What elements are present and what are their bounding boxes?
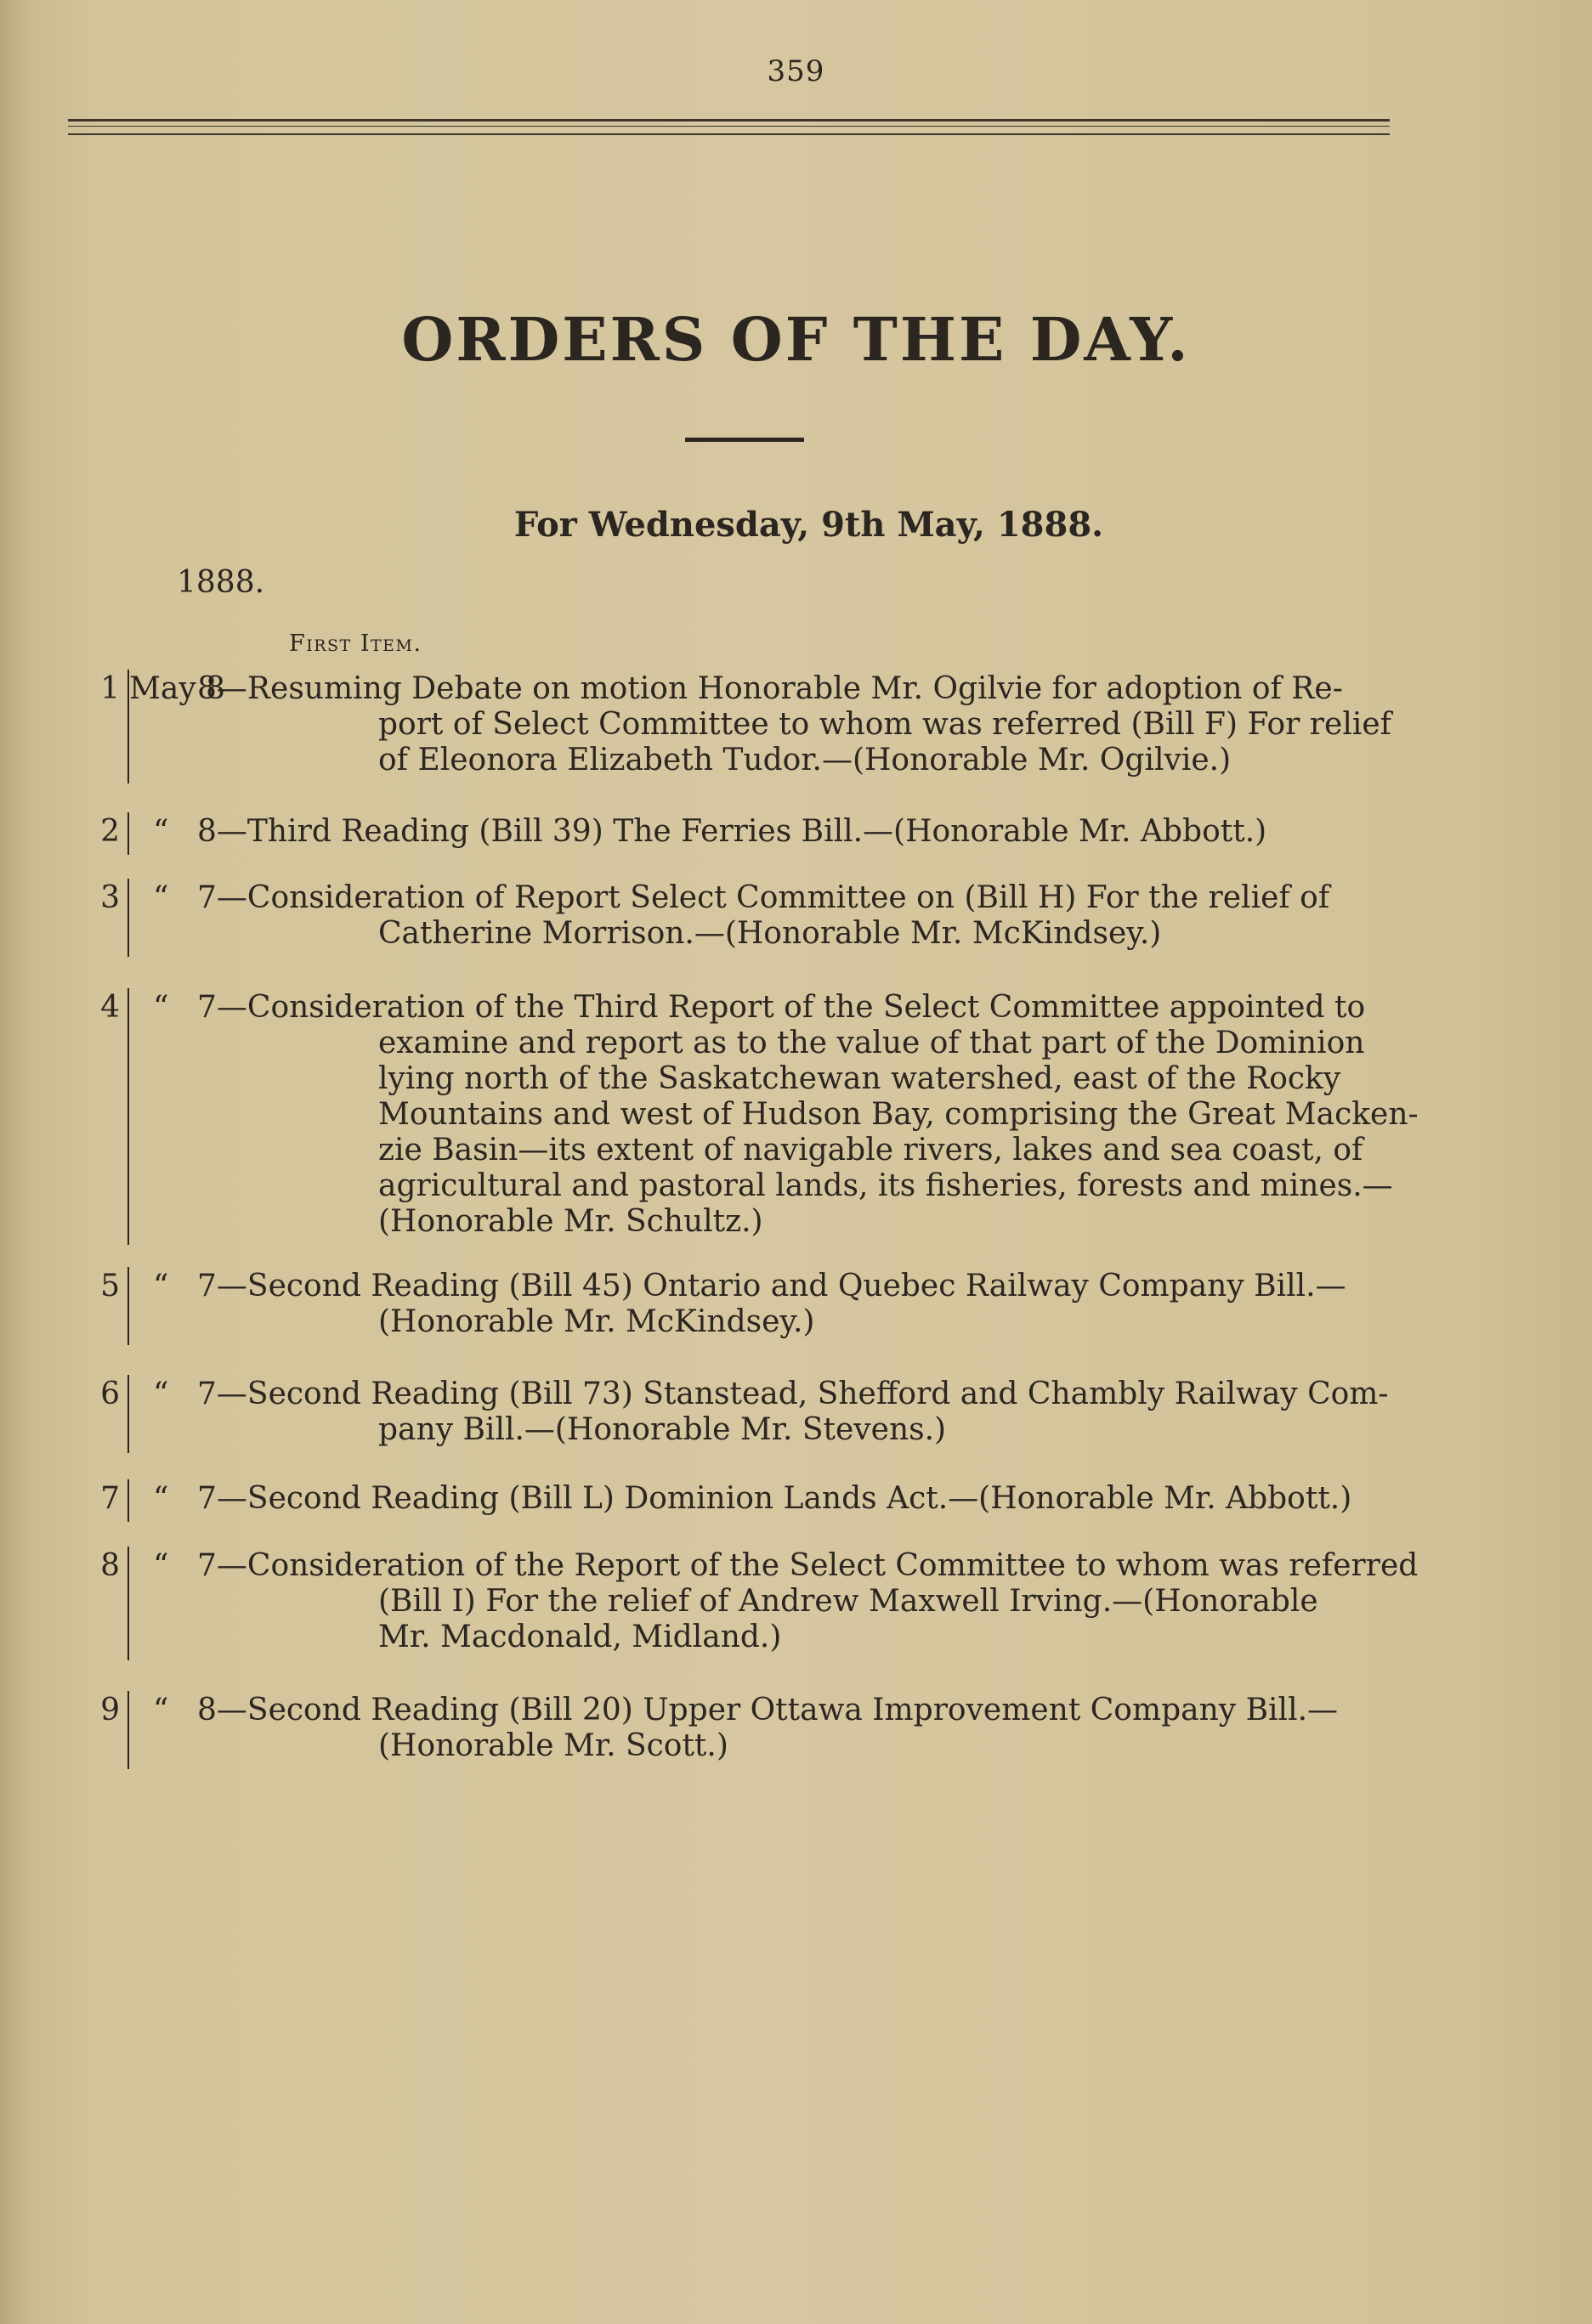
item-text-line: port of Select Committee to whom was referred (Bill F) For relief <box>378 707 1391 742</box>
page-title: ORDERS OF THE DAY. <box>401 304 1191 375</box>
item-date: May 8 <box>129 671 226 706</box>
ditto-mark: “ <box>153 880 169 915</box>
margin-rule <box>127 988 129 1245</box>
item-text-line: (Honorable Mr. Schultz.) <box>378 1204 763 1239</box>
item-number: 3 <box>100 880 120 915</box>
section-label: First Item. <box>289 630 422 657</box>
item-text-line: Mr. Macdonald, Midland.) <box>378 1620 782 1654</box>
item-text <box>197 1269 1408 1340</box>
item-text-line: pany Bill.—(Honorable Mr. Stevens.) <box>378 1412 947 1447</box>
item-text-line: Catherine Morrison.—(Honorable Mr. McKindsey.) <box>378 916 1162 951</box>
item-text-line: 7—Consideration of the Third Report of the Select Committee appointed to <box>197 990 1366 1025</box>
item-number: 9 <box>100 1693 120 1727</box>
item-number: 6 <box>100 1377 120 1411</box>
margin-rule <box>127 1547 129 1660</box>
item-text-line: examine and report as to the value of that part of the Dominion <box>378 1026 1365 1060</box>
margin-rule <box>127 1479 129 1522</box>
item-text-line: 7—Consideration of the Report of the Select Committee to whom was referred <box>197 1548 1419 1583</box>
item-number: 8 <box>100 1548 120 1583</box>
margin-rule <box>127 812 129 855</box>
item-text-line: of Eleonora Elizabeth Tudor.—(Honorable Mr. Ogilvie.) <box>378 743 1232 777</box>
year-label: 1888. <box>177 565 265 600</box>
margin-rule <box>127 1375 129 1453</box>
item-number: 4 <box>100 990 120 1025</box>
ditto-mark: “ <box>153 814 169 849</box>
item-text-line: 8—Second Reading (Bill 20) Upper Ottawa Improvement Company Bill.— <box>197 1693 1339 1727</box>
page-number: 359 <box>767 54 825 88</box>
item-text-line: lying north of the Saskatchewan watershed, east of the Rocky <box>378 1061 1341 1096</box>
margin-rule <box>127 1691 129 1769</box>
item-text <box>197 671 1408 778</box>
item-text <box>197 990 1419 1240</box>
item-text <box>197 880 1408 952</box>
item-text-line: 8—Resuming Debate on motion Honorable Mr. Ogilvie for adoption of Re- <box>197 671 1343 706</box>
item-text-line: 7—Second Reading (Bill 73) Stanstead, Shefford and Chambly Railway Com- <box>197 1377 1389 1411</box>
item-text <box>197 1377 1408 1448</box>
sitting-date: For Wednesday, 9th May, 1888. <box>513 505 1104 545</box>
ditto-mark: “ <box>153 1548 169 1583</box>
ditto-mark: “ <box>153 1269 169 1303</box>
item-text-line: Mountains and west of Hudson Bay, comprising the Great Macken- <box>378 1097 1419 1132</box>
item-text-line: 7—Consideration of Report Select Committee on (Bill H) For the relief of <box>197 880 1330 915</box>
item-text-line: (Bill I) For the relief of Andrew Maxwell Irving.—(Honorable <box>378 1584 1318 1619</box>
item-text <box>197 1693 1408 1764</box>
item-number: 5 <box>100 1269 120 1303</box>
item-number: 2 <box>100 814 120 849</box>
ditto-mark: “ <box>153 1481 169 1516</box>
item-text-line: (Honorable Mr. Scott.) <box>378 1728 728 1763</box>
ditto-mark: “ <box>153 1693 169 1727</box>
margin-rule <box>127 879 129 957</box>
item-text-line: (Honorable Mr. McKindsey.) <box>378 1304 815 1339</box>
item-number: 7 <box>100 1481 120 1516</box>
ditto-mark: “ <box>153 1377 169 1411</box>
item-text-line: 8—Third Reading (Bill 39) The Ferries Bill.—(Honorable Mr. Abbott.) <box>197 814 1267 849</box>
item-number: 1 <box>100 671 120 706</box>
ditto-mark: “ <box>153 990 169 1025</box>
item-text-line: agricultural and pastoral lands, its fisheries, forests and mines.— <box>378 1168 1393 1203</box>
item-text <box>197 1481 1408 1517</box>
item-text <box>197 814 1408 850</box>
item-text <box>197 1548 1419 1655</box>
margin-rule <box>127 1267 129 1345</box>
item-text-line: 7—Second Reading (Bill 45) Ontario and Quebec Railway Company Bill.— <box>197 1269 1346 1303</box>
item-text-line: zie Basin—its extent of navigable rivers, lakes and sea coast, of <box>378 1133 1363 1168</box>
item-text-line: 7—Second Reading (Bill L) Dominion Lands Act.—(Honorable Mr. Abbott.) <box>197 1481 1352 1516</box>
